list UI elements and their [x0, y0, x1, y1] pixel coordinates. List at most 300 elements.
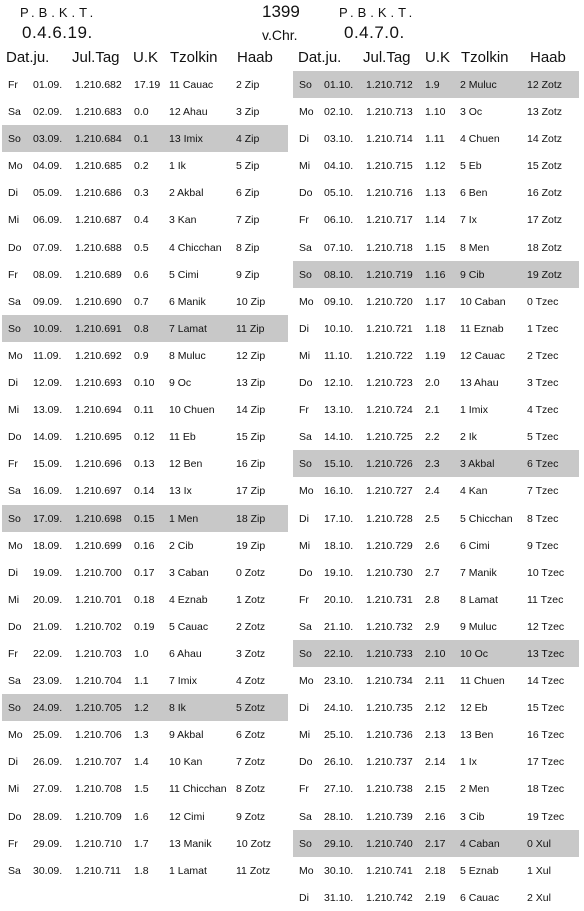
uk-cell: 2.19	[425, 891, 446, 904]
tzolkin-cell: 3 Oc	[460, 106, 483, 119]
julian-day-cell: 1.210.689	[75, 268, 122, 281]
haab-cell: 9 Zotz	[236, 810, 266, 823]
tzolkin-cell: 9 Akbal	[169, 729, 204, 742]
julian-day-cell: 1.210.694	[75, 404, 122, 417]
date-cell: 05.09.	[33, 187, 63, 200]
era-label: v.Chr.	[262, 27, 298, 43]
tzolkin-cell: 10 Chuen	[169, 404, 215, 417]
date-cell: 25.10.	[324, 729, 354, 742]
table-row	[293, 152, 579, 179]
weekday-cell: Sa	[8, 295, 21, 308]
julian-day-cell: 1.210.703	[75, 647, 122, 660]
right-pbkt-label: P.B.K.T.	[339, 5, 417, 20]
tzolkin-cell: 1 Men	[169, 512, 199, 525]
haab-cell: 7 Tzec	[527, 485, 559, 498]
haab-cell: 19 Tzec	[527, 810, 565, 823]
julian-day-cell: 1.210.705	[75, 702, 122, 715]
tzolkin-cell: 3 Caban	[169, 566, 209, 579]
uk-cell: 0.7	[134, 295, 149, 308]
tzolkin-cell: 13 Ben	[460, 729, 494, 742]
date-cell: 06.09.	[33, 214, 63, 227]
uk-cell: 0.8	[134, 322, 149, 335]
julian-day-cell: 1.210.717	[366, 214, 413, 227]
table-row	[293, 396, 579, 423]
uk-cell: 2.12	[425, 702, 446, 715]
date-cell: 04.09.	[33, 160, 63, 173]
tzolkin-cell: 1 Ix	[460, 756, 477, 769]
uk-cell: 1.15	[425, 241, 446, 254]
julian-day-cell: 1.210.729	[366, 539, 413, 552]
tzolkin-cell: 7 Lamat	[169, 322, 207, 335]
col-header-jul: Jul.Tag	[363, 49, 411, 66]
weekday-cell: Mo	[299, 864, 314, 877]
weekday-cell: So	[8, 322, 21, 335]
table-row	[293, 748, 579, 775]
right-table	[293, 71, 579, 911]
julian-day-cell: 1.210.726	[366, 458, 413, 471]
table-row	[2, 423, 288, 450]
uk-cell: 2.1	[425, 404, 440, 417]
uk-cell: 2.7	[425, 566, 440, 579]
date-cell: 11.09.	[33, 349, 62, 362]
tzolkin-cell: 11 Cauac	[169, 79, 214, 91]
weekday-cell: So	[8, 512, 21, 525]
haab-cell: 5 Zotz	[236, 702, 266, 715]
date-cell: 31.10.	[324, 891, 354, 904]
uk-cell: 2.4	[425, 485, 440, 498]
haab-cell: 1 Tzec	[527, 322, 559, 335]
table-row	[2, 288, 288, 315]
weekday-cell: Sa	[299, 810, 312, 823]
uk-cell: 2.6	[425, 539, 440, 552]
date-cell: 29.10.	[324, 837, 354, 850]
tzolkin-cell: 9 Muluc	[460, 620, 497, 633]
julian-day-cell: 1.210.724	[366, 404, 413, 417]
tzolkin-cell: 11 Eb	[169, 431, 196, 444]
haab-cell: 12 Tzec	[527, 620, 565, 633]
weekday-cell: Mi	[299, 160, 311, 173]
julian-day-cell: 1.210.695	[75, 431, 122, 444]
date-cell: 19.10.	[324, 566, 354, 579]
tzolkin-cell: 7 Imix	[169, 675, 198, 688]
weekday-cell: So	[8, 702, 21, 715]
date-cell: 11.10.	[324, 349, 353, 362]
table-row	[293, 586, 579, 613]
table-row	[293, 288, 579, 315]
haab-cell: 7 Zotz	[236, 756, 266, 769]
weekday-cell: Sa	[8, 106, 21, 119]
weekday-cell: Mi	[299, 349, 311, 362]
col-header-uk: U.K	[425, 49, 451, 66]
julian-day-cell: 1.210.687	[75, 214, 122, 227]
haab-cell: 18 Tzec	[527, 783, 565, 796]
julian-day-cell: 1.210.733	[366, 647, 413, 660]
date-cell: 27.10.	[324, 783, 354, 796]
weekday-cell: Mo	[299, 106, 314, 119]
haab-cell: 5 Zip	[236, 160, 260, 173]
date-cell: 13.09.	[33, 404, 63, 417]
weekday-cell: Do	[8, 620, 22, 633]
table-row	[293, 694, 579, 721]
uk-cell: 1.4	[134, 756, 149, 769]
haab-cell: 0 Zotz	[236, 566, 266, 579]
table-row	[2, 694, 288, 721]
tzolkin-cell: 9 Oc	[169, 377, 192, 390]
table-row	[2, 532, 288, 559]
weekday-cell: Di	[8, 187, 18, 200]
julian-day-cell: 1.210.701	[75, 593, 122, 606]
tzolkin-cell: 7 Manik	[460, 566, 497, 579]
julian-day-cell: 1.210.736	[366, 729, 413, 742]
tzolkin-cell: 13 Imix	[169, 133, 203, 146]
date-cell: 24.10.	[324, 702, 354, 715]
tzolkin-cell: 5 Cauac	[169, 620, 209, 633]
weekday-cell: Fr	[299, 783, 309, 796]
weekday-cell: Di	[8, 566, 18, 579]
date-cell: 28.09.	[33, 810, 63, 823]
uk-cell: 1.8	[134, 864, 149, 877]
date-cell: 07.09.	[33, 241, 63, 254]
tzolkin-cell: 8 Ik	[169, 702, 186, 715]
date-cell: 01.10.	[324, 79, 354, 91]
table-row	[293, 450, 579, 477]
table-row	[2, 505, 288, 532]
uk-cell: 1.10	[425, 106, 446, 119]
table-row	[2, 775, 288, 802]
table-row	[293, 830, 579, 857]
tzolkin-cell: 3 Cib	[460, 810, 485, 823]
julian-day-cell: 1.210.739	[366, 810, 413, 823]
haab-cell: 3 Tzec	[527, 377, 559, 390]
tzolkin-cell: 1 Lamat	[169, 864, 207, 877]
haab-cell: 11 Zotz	[236, 864, 271, 877]
table-row	[293, 261, 579, 288]
haab-cell: 2 Tzec	[527, 349, 559, 362]
left-pbkt-label: P.B.K.T.	[20, 5, 98, 20]
date-cell: 06.10.	[324, 214, 354, 227]
uk-cell: 0.17	[134, 566, 155, 579]
uk-cell: 1.3	[134, 729, 149, 742]
tzolkin-cell: 7 Ix	[460, 214, 477, 227]
tzolkin-cell: 4 Caban	[460, 837, 500, 850]
weekday-cell: Mi	[299, 729, 311, 742]
haab-cell: 16 Zip	[236, 458, 266, 471]
date-cell: 14.09.	[33, 431, 63, 444]
weekday-cell: Do	[8, 431, 22, 444]
julian-day-cell: 1.210.685	[75, 160, 122, 173]
julian-day-cell: 1.210.725	[366, 431, 413, 444]
julian-day-cell: 1.210.722	[366, 349, 413, 362]
haab-cell: 17 Zotz	[527, 214, 563, 227]
haab-cell: 16 Tzec	[527, 729, 565, 742]
table-row	[2, 586, 288, 613]
tzolkin-cell: 11 Chicchan	[169, 783, 227, 796]
tzolkin-cell: 8 Muluc	[169, 349, 206, 362]
table-row	[293, 505, 579, 532]
tzolkin-cell: 1 Imix	[460, 404, 489, 417]
tzolkin-cell: 6 Cauac	[460, 891, 500, 904]
uk-cell: 2.2	[425, 431, 440, 444]
weekday-cell: So	[299, 268, 312, 281]
uk-cell: 2.0	[425, 377, 440, 390]
haab-cell: 18 Zip	[236, 512, 266, 525]
table-row	[2, 179, 288, 206]
weekday-cell: Fr	[8, 837, 18, 850]
table-row	[293, 721, 579, 748]
uk-cell: 2.15	[425, 783, 446, 796]
haab-cell: 17 Tzec	[527, 756, 565, 769]
julian-day-cell: 1.210.697	[75, 485, 122, 498]
tzolkin-cell: 3 Akbal	[460, 458, 495, 471]
date-cell: 09.10.	[324, 295, 354, 308]
date-cell: 12.10.	[324, 377, 354, 390]
julian-day-cell: 1.210.706	[75, 729, 122, 742]
table-row	[293, 315, 579, 342]
uk-cell: 1.2	[134, 702, 149, 715]
tzolkin-cell: 13 Manik	[169, 837, 212, 850]
uk-cell: 1.0	[134, 647, 149, 660]
weekday-cell: Fr	[299, 404, 309, 417]
tzolkin-cell: 4 Chuen	[460, 133, 500, 146]
uk-cell: 2.3	[425, 458, 440, 471]
table-row	[2, 640, 288, 667]
julian-day-cell: 1.210.709	[75, 810, 122, 823]
uk-cell: 1.17	[425, 295, 446, 308]
table-row	[2, 71, 288, 98]
uk-cell: 1.13	[425, 187, 446, 200]
haab-cell: 12 Zotz	[527, 79, 563, 91]
table-row	[2, 748, 288, 775]
table-row	[293, 206, 579, 233]
haab-cell: 2 Zotz	[236, 620, 266, 633]
tzolkin-cell: 13 Ahau	[460, 377, 499, 390]
table-row	[293, 857, 579, 884]
date-cell: 13.10.	[324, 404, 354, 417]
table-row	[293, 667, 579, 694]
tzolkin-cell: 4 Kan	[460, 485, 488, 498]
julian-day-cell: 1.210.692	[75, 349, 122, 362]
julian-day-cell: 1.210.742	[366, 891, 413, 904]
date-cell: 30.10.	[324, 864, 354, 877]
uk-cell: 1.18	[425, 322, 446, 335]
julian-day-cell: 1.210.720	[366, 295, 413, 308]
weekday-cell: So	[299, 837, 312, 850]
table-row	[2, 857, 288, 884]
haab-cell: 0 Xul	[527, 837, 551, 850]
weekday-cell: Di	[8, 377, 18, 390]
tzolkin-cell: 11 Eznab	[460, 322, 504, 335]
haab-cell: 5 Tzec	[527, 431, 559, 444]
tzolkin-cell: 13 Ix	[169, 485, 192, 498]
table-row	[2, 803, 288, 830]
uk-cell: 0.19	[134, 620, 155, 633]
weekday-cell: Mi	[8, 593, 20, 606]
weekday-cell: Sa	[8, 864, 21, 877]
julian-day-cell: 1.210.741	[366, 864, 413, 877]
date-cell: 08.10.	[324, 268, 354, 281]
julian-day-cell: 1.210.710	[75, 837, 122, 850]
table-row	[2, 559, 288, 586]
year-label: 1399	[262, 2, 300, 21]
julian-day-cell: 1.210.713	[366, 106, 413, 119]
weekday-cell: Do	[8, 810, 22, 823]
julian-day-cell: 1.210.714	[366, 133, 413, 146]
julian-day-cell: 1.210.718	[366, 241, 413, 254]
date-cell: 24.09.	[33, 702, 63, 715]
haab-cell: 2 Zip	[236, 79, 260, 91]
weekday-cell: Fr	[299, 593, 309, 606]
uk-cell: 0.16	[134, 539, 155, 552]
haab-cell: 2 Xul	[527, 891, 551, 904]
uk-cell: 2.11	[425, 675, 445, 688]
date-cell: 07.10.	[324, 241, 354, 254]
tzolkin-cell: 12 Cimi	[169, 810, 205, 823]
tzolkin-cell: 12 Cauac	[460, 349, 505, 362]
table-row	[2, 234, 288, 261]
weekday-cell: Do	[299, 377, 313, 390]
table-row	[2, 477, 288, 504]
date-cell: 10.10.	[324, 322, 354, 335]
table-row	[293, 98, 579, 125]
tzolkin-cell: 8 Men	[460, 241, 490, 254]
date-cell: 23.10.	[324, 675, 354, 688]
table-row	[293, 179, 579, 206]
date-cell: 26.09.	[33, 756, 63, 769]
haab-cell: 14 Zip	[236, 404, 266, 417]
date-cell: 01.09.	[33, 79, 63, 91]
tzolkin-cell: 5 Eznab	[460, 864, 499, 877]
table-row	[293, 342, 579, 369]
haab-cell: 15 Zotz	[527, 160, 563, 173]
uk-cell: 1.16	[425, 268, 446, 281]
tzolkin-cell: 5 Eb	[460, 160, 482, 173]
uk-cell: 0.18	[134, 593, 155, 606]
julian-day-cell: 1.210.684	[75, 133, 122, 146]
haab-cell: 6 Zip	[236, 187, 260, 200]
weekday-cell: Mo	[299, 675, 314, 688]
col-header-haab: Haab	[530, 49, 566, 66]
table-row	[293, 613, 579, 640]
tzolkin-cell: 4 Chicchan	[169, 241, 222, 254]
haab-cell: 3 Zotz	[236, 647, 266, 660]
uk-cell: 1.19	[425, 349, 446, 362]
haab-cell: 6 Zotz	[236, 729, 266, 742]
table-row	[2, 396, 288, 423]
julian-day-cell: 1.210.730	[366, 566, 413, 579]
weekday-cell: Sa	[299, 241, 312, 254]
julian-day-cell: 1.210.712	[366, 79, 413, 91]
table-row	[2, 342, 288, 369]
haab-cell: 17 Zip	[236, 485, 266, 498]
weekday-cell: Mi	[8, 404, 20, 417]
julian-day-cell: 1.210.708	[75, 783, 122, 796]
tzolkin-cell: 10 Oc	[460, 647, 489, 660]
tzolkin-cell: 2 Men	[460, 783, 490, 796]
date-cell: 23.09.	[33, 675, 63, 688]
date-cell: 03.10.	[324, 133, 354, 146]
julian-day-cell: 1.210.731	[366, 593, 413, 606]
weekday-cell: Do	[299, 756, 313, 769]
julian-day-cell: 1.210.699	[75, 539, 122, 552]
uk-cell: 2.14	[425, 756, 446, 769]
date-cell: 02.10.	[324, 106, 354, 119]
haab-cell: 4 Zip	[236, 133, 260, 146]
julian-day-cell: 1.210.740	[366, 837, 413, 850]
weekday-cell: Di	[8, 756, 18, 769]
uk-cell: 0.4	[134, 214, 149, 227]
col-header-date: Dat.ju.	[298, 49, 342, 66]
col-header-uk: U.K	[133, 49, 159, 66]
date-cell: 20.10.	[324, 593, 354, 606]
tzolkin-cell: 1 Ik	[169, 160, 186, 173]
date-cell: 18.09.	[33, 539, 63, 552]
tzolkin-cell: 12 Ben	[169, 458, 203, 471]
julian-day-cell: 1.210.691	[75, 322, 122, 335]
table-row	[2, 667, 288, 694]
date-cell: 15.09.	[33, 458, 63, 471]
weekday-cell: Do	[299, 566, 313, 579]
haab-cell: 4 Zotz	[236, 675, 266, 688]
weekday-cell: Di	[299, 133, 309, 146]
date-cell: 10.09.	[33, 322, 63, 335]
uk-cell: 0.0	[134, 106, 149, 119]
weekday-cell: Sa	[299, 431, 312, 444]
tzolkin-cell: 2 Cib	[169, 539, 194, 552]
weekday-cell: Mo	[8, 349, 23, 362]
tzolkin-cell: 2 Akbal	[169, 187, 204, 200]
haab-cell: 18 Zotz	[527, 241, 563, 254]
julian-day-cell: 1.210.734	[366, 675, 413, 688]
weekday-cell: Mo	[8, 729, 23, 742]
weekday-cell: So	[299, 647, 312, 660]
uk-cell: 17.19	[134, 79, 161, 91]
haab-cell: 11 Zip	[236, 322, 265, 335]
julian-day-cell: 1.210.735	[366, 702, 413, 715]
julian-day-cell: 1.210.711	[75, 864, 121, 877]
col-header-tzolkin: Tzolkin	[170, 49, 218, 66]
weekday-cell: So	[8, 133, 21, 146]
julian-day-cell: 1.210.738	[366, 783, 413, 796]
weekday-cell: Di	[299, 322, 309, 335]
haab-cell: 10 Zotz	[236, 837, 272, 850]
weekday-cell: Mi	[8, 214, 20, 227]
left-table	[2, 71, 288, 884]
date-cell: 22.09.	[33, 647, 63, 660]
date-cell: 17.10.	[324, 512, 354, 525]
table-row	[2, 721, 288, 748]
weekday-cell: Fr	[299, 214, 309, 227]
uk-cell: 2.5	[425, 512, 440, 525]
tzolkin-cell: 9 Cib	[460, 268, 485, 281]
table-row	[293, 477, 579, 504]
tzolkin-cell: 4 Eznab	[169, 593, 208, 606]
uk-cell: 1.5	[134, 783, 149, 796]
haab-cell: 13 Zotz	[527, 106, 563, 119]
tzolkin-cell: 12 Ahau	[169, 106, 208, 119]
uk-cell: 0.10	[134, 377, 155, 390]
table-row	[293, 640, 579, 667]
date-cell: 21.10.	[324, 620, 354, 633]
table-row	[2, 98, 288, 125]
haab-cell: 15 Zip	[236, 431, 266, 444]
uk-cell: 1.9	[425, 79, 440, 91]
date-cell: 16.09.	[33, 485, 63, 498]
weekday-cell: So	[299, 79, 312, 91]
julian-day-cell: 1.210.688	[75, 241, 122, 254]
weekday-cell: Di	[299, 891, 309, 904]
haab-cell: 3 Zip	[236, 106, 260, 119]
haab-cell: 14 Zotz	[527, 133, 563, 146]
